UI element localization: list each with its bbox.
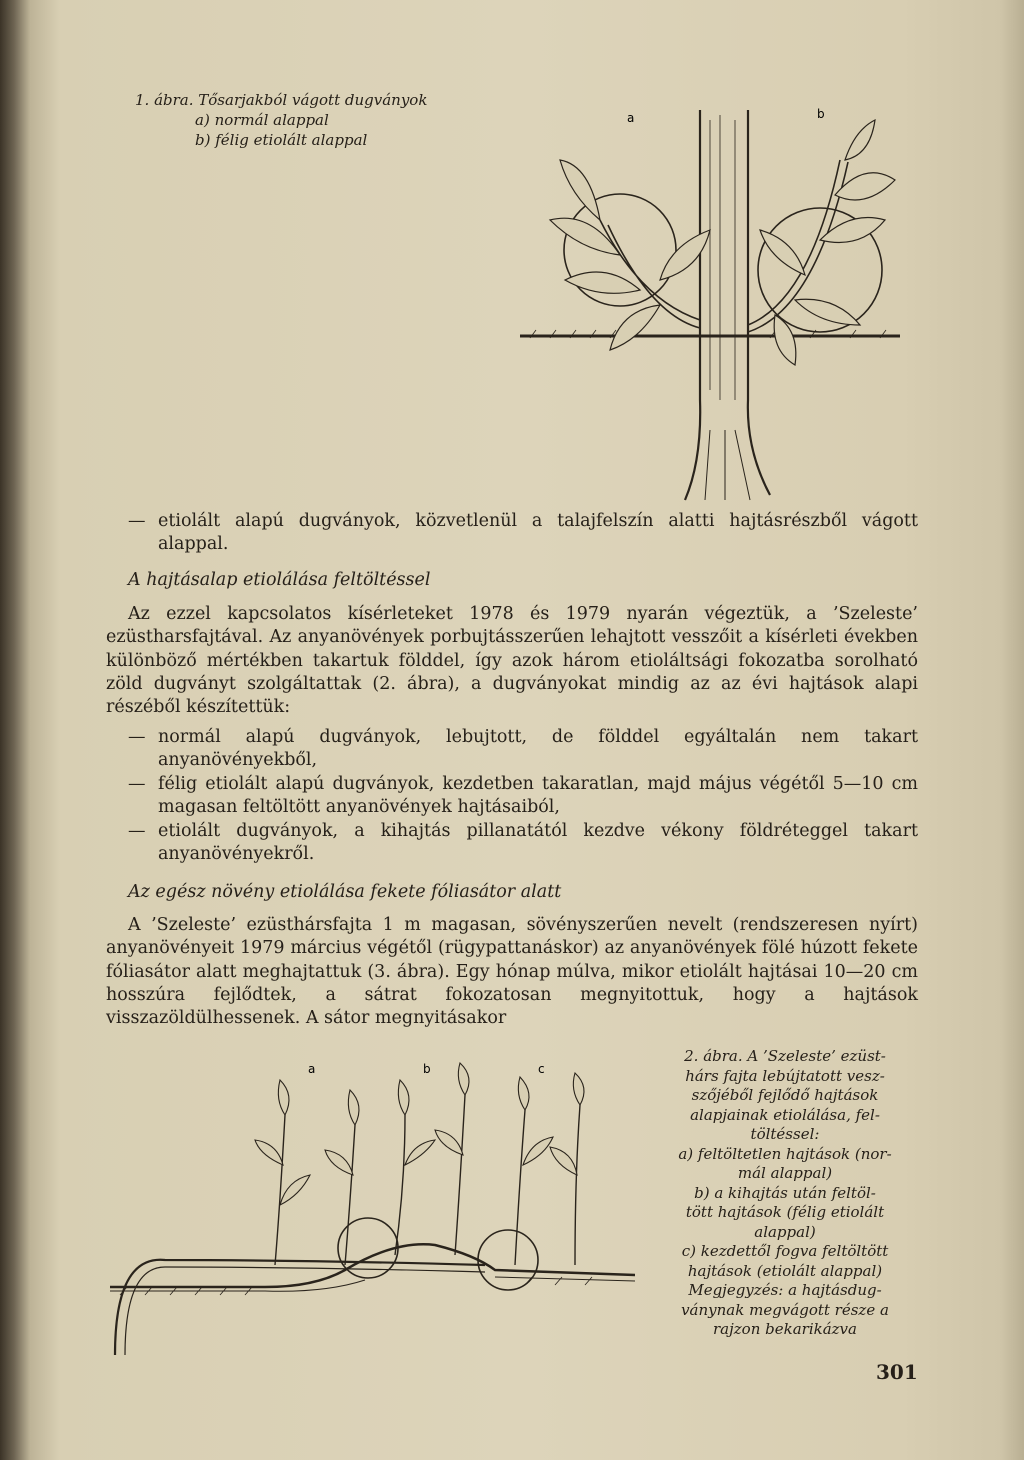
section1-list-text-3: etiolált dugványok, a kihajtás pillanatától kezdve vékony földréteggel takart anyanövényekről. — [158, 821, 918, 865]
figure2-drawing — [105, 1055, 635, 1355]
figure2-caption-line: 2. ábra. A ’Szeleste’ ezüst- — [684, 1047, 886, 1065]
section2-paragraph: A ’Szeleste’ ezüsthársfajta 1 m magasan, sövényszerűen nevelt (rendszeresen nyírt) anyanövényeit 1979 március végétől (rügypattanáskor) az anyanövények fölé húzott fekete fóliasátor alatt meghajtattuk (3. ábra). Egy hónap múlva, mikor etiolált hajtásai 10—20 cm hosszúra fejlődtek, a sátrat fokozatosan megnyitottuk, hogy a hajtások visszazöldülhessenek. A sátor megnyitásakor — [106, 915, 918, 1029]
figure2-caption-line: rajzon bekarikázva — [713, 1320, 857, 1338]
figure2-caption-line: b) a kihajtás után feltöl- — [694, 1183, 876, 1202]
list-dash: — — [128, 821, 146, 841]
figure2-caption-line: a) feltöltetlen hajtások (nor- — [678, 1144, 892, 1163]
figure1-caption-a: a) normál alappal — [195, 111, 329, 129]
figure2-caption-line: Megjegyzés: a hajtásdug- — [688, 1281, 882, 1299]
figure2-caption-line: szőjéből fejlődő hajtások — [691, 1086, 879, 1104]
figure1-label-b: b — [817, 107, 825, 121]
figure2-caption-line: tött hajtások (félig etiolált — [685, 1203, 885, 1221]
figure2-label-c: c — [538, 1062, 545, 1076]
figure2-caption-line: hajtások (etiolált alappal) — [687, 1261, 883, 1280]
figure1-caption — [135, 90, 427, 150]
figure2-caption-line: hárs fajta lebújtatott vesz- — [685, 1066, 885, 1085]
figure2-caption-line: c) kezdettől fogva feltöltött — [681, 1242, 889, 1260]
figure1-caption-b: b) félig etiolált alappal — [195, 131, 368, 149]
section1-list-text-2: félig etiolált alapú dugványok, kezdetben takaratlan, majd május végétől 5—10 cm magasan feltöltött anyanövények hajtásaiból, — [158, 774, 918, 818]
figure2-label-b: b — [423, 1062, 431, 1076]
section1-list-item-2 — [128, 773, 918, 820]
section1-paragraph: Az ezzel kapcsolatos kísérleteket 1978 és 1979 nyarán végeztük, a ’Szeleste’ ezüstharsfajtával. Az anyanövények porbujtásszerűen lehajtott vesszőit a kísérleti években különböző mértékben takartuk földdel, így azok három etioláltsági fokozatba sorolható zöld dugványt szolgáltattak (2. ábra), a dugványokat mindig az az évi hajtások alapi részéből készítettük: — [106, 604, 918, 718]
figure2-caption-line: mál alappal) — [737, 1164, 833, 1182]
figure2-caption-line: ványnak megvágott része a — [681, 1300, 889, 1319]
figure2-caption-line: alapjainak etiolálása, fel- — [690, 1105, 880, 1124]
figure2-caption — [652, 1047, 918, 1340]
intro-list-item — [128, 510, 918, 557]
section1-heading: A hajtásalap etiolálása feltöltéssel — [128, 570, 431, 590]
section1-list-item-3 — [128, 820, 918, 867]
figure1-label-a: a — [627, 111, 635, 125]
figure2-caption-line: alappal) — [754, 1222, 816, 1241]
section1-list-item-1 — [128, 726, 918, 773]
figure2-caption-line: töltéssel: — [750, 1125, 820, 1143]
list-dash: — — [128, 727, 146, 747]
list-dash: — — [128, 511, 146, 531]
figure1-drawing — [520, 100, 920, 510]
figure1-caption-title: 1. ábra. Tősarjakból vágott dugványok — [135, 91, 428, 109]
page-number: 301 — [876, 1360, 918, 1384]
list-dash: — — [128, 774, 146, 794]
figure2-label-a: a — [308, 1062, 316, 1076]
intro-list-text: etiolált alapú dugványok, közvetlenül a talajfelszín alatti hajtásrészből vágott alappal. — [158, 511, 918, 555]
section1-list-text-1: normál alapú dugványok, lebujtott, de földdel egyáltalán nem takart anyanövényekből, — [158, 727, 918, 771]
section2-heading: Az egész növény etiolálása fekete fóliasátor alatt — [128, 882, 562, 902]
